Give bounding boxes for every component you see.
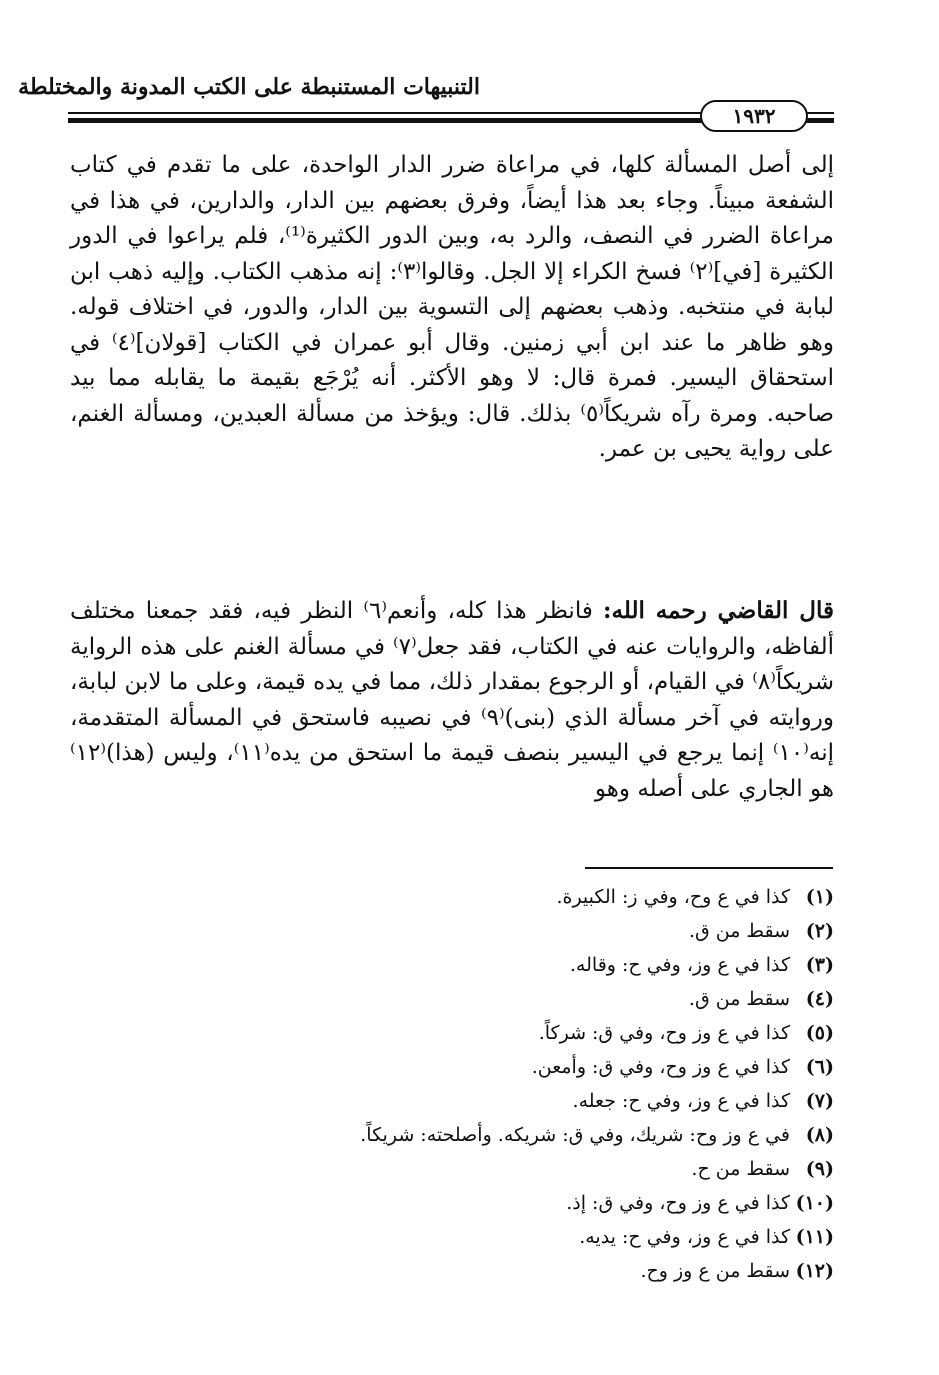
footnote-item [70, 1186, 834, 1220]
footnote-item [70, 914, 834, 948]
footnote-item [70, 1016, 834, 1050]
footnote-item [70, 880, 834, 914]
footnote-item [70, 1084, 834, 1118]
footnote-item [70, 1254, 834, 1288]
footnote-number: (١١) [795, 1226, 834, 1248]
footnote-number: (٥) [805, 1022, 834, 1044]
footnote-number: (١٢) [795, 1260, 834, 1282]
paragraph-text: فانظر هذا كله، وأنعم⁽٦⁾ النظر فيه، فقد جمعنا مختلف ألفاظه، والروايات عنه في الكتاب، فقد جعل⁽٧⁾ في مسألة الغنم على هذه الرواية شريكاً⁽٨⁾ في القيام، أو الرجوع بمقدار ذلك، مما في يده قيمة، وعلى ما لابن لبابة، وروايته في آخر مسألة الذي (بنى)⁽٩⁾ في نصيبه فاستحق في المسألة المتقدمة، إنه⁽١٠⁾ إنما يرجع في اليسير بنصف قيمة ما استحق من يده⁽١١⁾، وليس (هذا)⁽١٢⁾ هو الجاري على أصله وهو [70, 598, 835, 802]
footnote-number: (١) [805, 886, 834, 908]
paragraph-lead: قال القاضي رحمه الله: [603, 597, 834, 624]
footnote-text: كذا في ع وز، وفي ح: وقاله. [569, 954, 790, 976]
footnote-separator [585, 867, 833, 869]
footnote-text: سقط من ق. [688, 920, 790, 942]
footnote-item [70, 1118, 834, 1152]
footnote-text: كذا في ع وز، وفي ح: جعله. [572, 1090, 790, 1112]
footnote-number: (١٠) [795, 1192, 834, 1214]
footnote-text: كذا في ع وز وح، وفي ق: إذ. [566, 1192, 790, 1214]
footnote-text: في ع وز وح: شريك، وفي ق: شريكه. وأصلحته: شريكاً. [360, 1124, 790, 1146]
footnote-item [70, 1152, 834, 1186]
footnote-number: (٦) [805, 1056, 834, 1078]
footnote-number: (٢) [805, 920, 834, 942]
footnote-item [70, 948, 834, 982]
running-title: التنبيهات المستنبطة على الكتب المدونة والمختلطة [18, 74, 480, 100]
footnote-number: (٣) [805, 954, 834, 976]
footnote-item [70, 1220, 834, 1254]
footnotes-list [70, 880, 834, 1288]
footnote-item [70, 982, 834, 1016]
body-paragraph-1: إلى أصل المسألة كلها، في مراعاة ضرر الدار الواحدة، على ما تقدم في كتاب الشفعة مبيناً. وجاء بعد هذا أيضاً، وفرق بعضهم بين الدار، والدارين، في هذا في مراعاة الضرر في النصف، والرد به، وبين الدور الكثيرة⁽¹⁾، فلم يراعوا في الدور الكثيرة [في]⁽٢⁾ فسخ الكراء إلا الجل. وقالوا⁽٣⁾: إنه مذهب الكتاب. وإليه ذهب ابن لبابة في منتخبه. وذهب بعضهم إلى التسوية بين الدار، والدور، في اختلاف قوله. وهو ظاهر ما عند ابن أبي زمنين. وقال أبو عمران في الكتاب [قولان]⁽٤⁾ في استحقاق اليسير. فمرة قال: لا وهو الأكثر. أنه يُرْجَع بقيمة ما يقابله مما بيد صاحبه. ومرة رآه شريكاً⁽٥⁾ بذلك. قال: ويؤخذ من مسألة العبدين، ومسألة الغنم، على رواية يحيى بن عمر. [70, 152, 835, 462]
footnote-number: (٨) [805, 1124, 834, 1146]
footnote-text: سقط من ح. [691, 1158, 790, 1180]
footnote-item [70, 1050, 834, 1084]
footnote-text: كذا في ع وح، وفي ز: الكبيرة. [556, 886, 790, 908]
footnote-number: (٤) [805, 988, 834, 1010]
footnote-text: سقط من ق. [688, 988, 790, 1010]
footnote-text: كذا في ع وز وح، وفي ق: شركاً. [538, 1022, 790, 1044]
footnote-text: سقط من ع وز وح. [640, 1260, 790, 1282]
body-paragraph-2 [70, 593, 834, 807]
footnote-number: (٧) [805, 1090, 834, 1112]
footnote-number: (٩) [805, 1158, 834, 1180]
footnote-text: كذا في ع وز وح، وفي ق: وأمعن. [531, 1056, 790, 1078]
footnote-text: كذا في ع وز، وفي ح: يديه. [579, 1226, 790, 1248]
page-number: ١٩٣٢ [700, 100, 808, 132]
